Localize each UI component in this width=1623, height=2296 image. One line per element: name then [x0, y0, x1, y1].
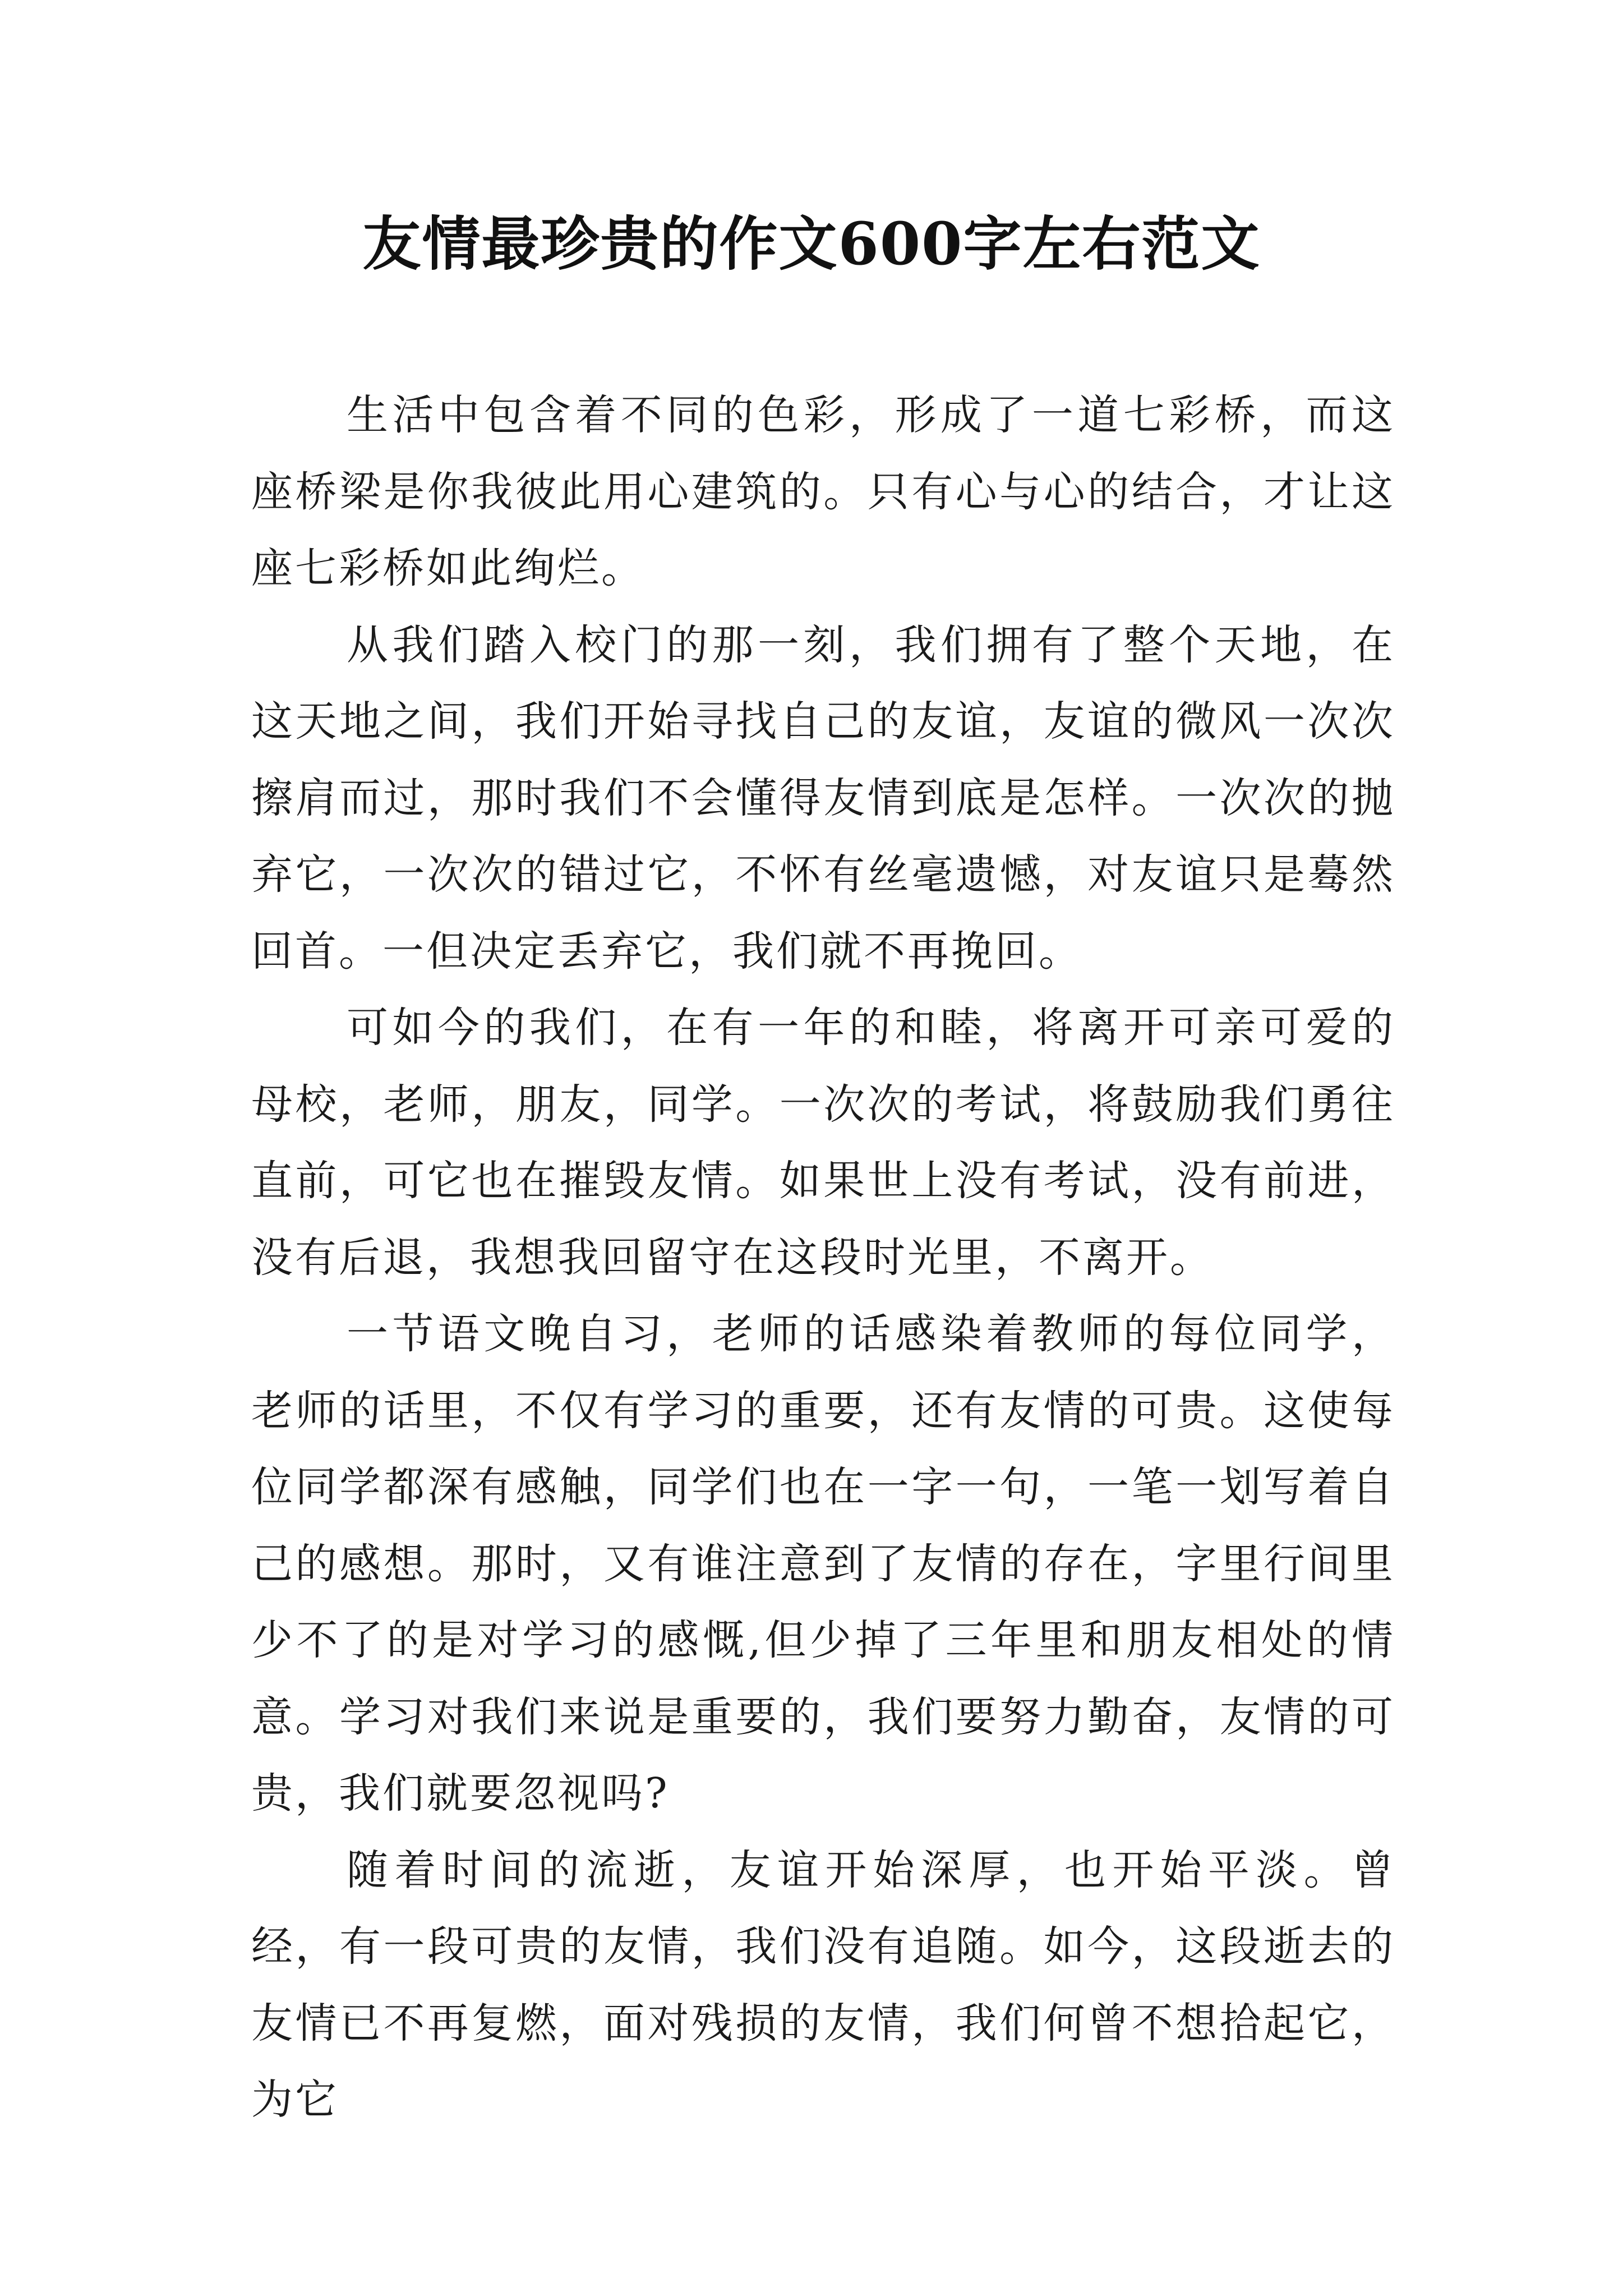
paragraph-1: 生活中包含着不同的色彩，形成了一道七彩桥，而这座桥梁是你我彼此用心建筑的。只有心与心的结合，才让这座七彩桥如此绚烂。 [251, 391, 1395, 592]
paragraph-3: 可如今的我们，在有一年的和睦，将离开可亲可爱的母校，老师，朋友，同学。一次次的考试，将鼓励我们勇往直前，可它也在摧毁友情。如果世上没有考试，没有前进，没有后退，我想我回留守在这段时光里，不离开。 [251, 1004, 1395, 1282]
document-title: 友情最珍贵的作文600字左右范文 [362, 209, 1261, 278]
paragraph-2: 从我们踏入校门的那一刻，我们拥有了整个天地，在这天地之间，我们开始寻找自己的友谊，友谊的微风一次次擦肩而过，那时我们不会懂得友情到底是怎样。一次次的抛弃它，一次次的错过它，不怀有丝毫遗憾，对友谊只是蓦然回首。一但决定丢弃它，我们就不再挽回。 [251, 620, 1395, 976]
paragraph-5: 随着时间的流逝，友谊开始深厚，也开始平淡。曾经，有一段可贵的友情，我们没有追随。如今，这段逝去的友情已不再复燃，面对残损的友情，我们何曾不想拾起它，为它 [251, 1846, 1395, 2124]
paragraph-4: 一节语文晚自习，老师的话感染着教师的每位同学，老师的话里，不仅有学习的重要，还有友情的可贵。这使每位同学都深有感触，同学们也在一字一句，一笔一划写着自己的感想。那时，又有谁注意到了友情的存在，字里行间里少不了的是对学习的感慨,但少掉了三年里和朋友相处的情意。学习对我们来说是重要的，我们要努力勤奋，友情的可贵，我们就要忽视吗? [251, 1310, 1395, 1818]
document-body [251, 377, 1395, 2138]
